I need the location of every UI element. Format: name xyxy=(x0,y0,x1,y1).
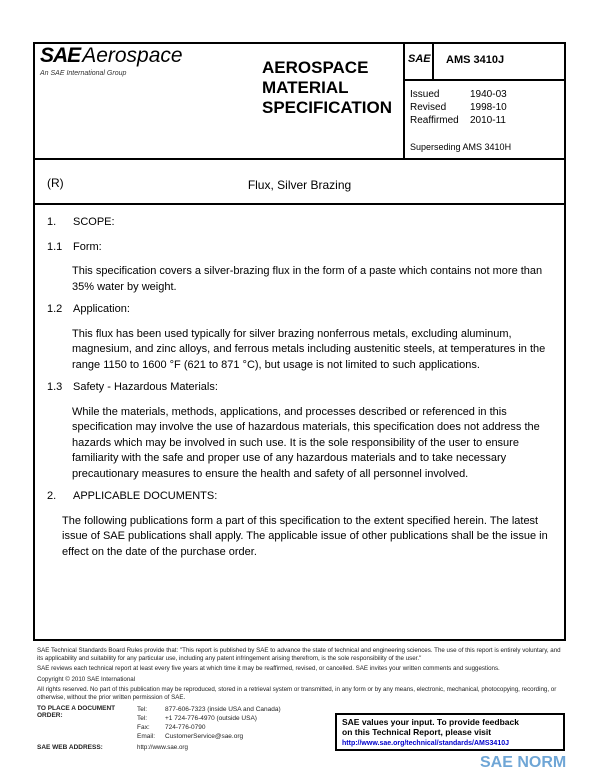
copyright: Copyright © 2010 SAE International xyxy=(37,675,136,683)
logo-subtitle: An SAE International Group xyxy=(40,70,127,77)
section-heading: 1.1 Form: xyxy=(47,240,102,253)
watermark-logo: SAE NORM xyxy=(480,754,567,771)
section-text: While the materials, methods, applications, and processes described or referenced in this specification may involve the use of hazardous materials, this specification does not address the hazards which may be involved in such use. It is the sole responsibility of the user to ensure familiarity with the safe and proper use of any hazardous materials and to take necessary precautionary measures to ensure the health and safety of all personnel involved. xyxy=(72,405,540,480)
web-label: SAE WEB ADDRESS: xyxy=(37,743,103,751)
title-line: SPECIFICATION xyxy=(262,98,393,117)
section-heading: 1.2 Application: xyxy=(47,303,130,315)
section-heading: 1.3 Safety - Hazardous Materials: xyxy=(47,381,218,393)
date-value: 1998-10 xyxy=(470,102,507,113)
date-value: 1940-03 xyxy=(470,89,507,100)
section-text: This specification covers a silver-brazing flux in the form of a paste which contains not more than 35% water by weight. xyxy=(72,265,543,293)
date-block xyxy=(410,88,507,127)
section-heading: 1. SCOPE: xyxy=(47,216,115,228)
feedback-link[interactable]: http://www.sae.org/technical/standards/AMS3410J xyxy=(342,740,510,747)
superseding-note: Superseding AMS 3410H xyxy=(410,142,512,152)
document-subject: Flux, Silver Brazing xyxy=(247,178,352,192)
document-number: AMS 3410J xyxy=(446,54,505,66)
feedback-box: SAE values your input. To provide feedback on this Technical Report, please visit http://www.sae.org/technical/standards/AMS3410J xyxy=(335,713,565,751)
footer-notice: SAE Technical Standards Board Rules provide that: "This report is published by SAE to advance the state of technical and engineering sciences. The use of this report is entirely voluntary, and its applicability and suitability for any particular use, including any patent infringement arising therefrom, is the sole responsibility of the user." xyxy=(37,647,561,662)
date-value: 2010-11 xyxy=(470,115,506,126)
date-label: Reaffirmed xyxy=(410,115,459,126)
email-link[interactable]: CustomerService@sae.org xyxy=(165,732,244,740)
divider xyxy=(432,42,434,80)
date-label: Revised xyxy=(410,102,447,113)
divider xyxy=(403,42,405,159)
divider xyxy=(403,79,566,81)
title-line: MATERIAL xyxy=(262,78,349,97)
web-link[interactable]: http://www.sae.org xyxy=(137,743,188,751)
date-label: Issued xyxy=(410,89,440,100)
divider xyxy=(33,158,566,160)
sae-small-logo: SAE xyxy=(408,53,431,65)
section-heading: 2. APPLICABLE DOCUMENTS: xyxy=(47,490,218,502)
title-line: AEROSPACE xyxy=(262,58,369,77)
revision-mark: (R) xyxy=(47,176,64,190)
sae-logo: SAE xyxy=(40,44,81,67)
section-text: This flux has been used typically for silver brazing nonferrous metals, excluding aluminum, magnesium, and zinc alloys, and ferrous metals including austenitic steels, at temperatures in the range 1150 to 1600 °F (621 to 871 °C), but usage is not limited to such applications. xyxy=(72,327,546,371)
section-text: The following publications form a part of this specification to the extent specified herein. The latest issue of SAE publications shall apply. The applicable issue of other publications shall be the issue in effect on the date of the purchase order. xyxy=(62,514,548,558)
footer-notice: All rights reserved. No part of this publication may be reproduced, stored in a retrieval system or transmitted, in any form or by any means, electronic, mechanical, photocopying, recording, or otherwise, without the prior written permission of SAE. xyxy=(37,686,557,701)
aerospace-logo: Aerospace xyxy=(82,44,183,67)
document-type-title xyxy=(262,58,392,118)
order-label: TO PLACE A DOCUMENT ORDER: xyxy=(37,704,116,720)
footer-notice: SAE reviews each technical report at least every five years at which time it may be reaffirmed, revised, or cancelled. SAE invites your written comments and suggestions. xyxy=(37,665,500,673)
document-body xyxy=(47,215,559,560)
divider xyxy=(33,203,566,205)
sae-aerospace-logo xyxy=(40,44,183,68)
contact-list: Tel: 877-606-7323 (inside USA and Canada) Tel: +1 724-776-4970 (outside USA) Fax: 724-776-0790 Email: CustomerService@sae.org xyxy=(137,705,281,740)
